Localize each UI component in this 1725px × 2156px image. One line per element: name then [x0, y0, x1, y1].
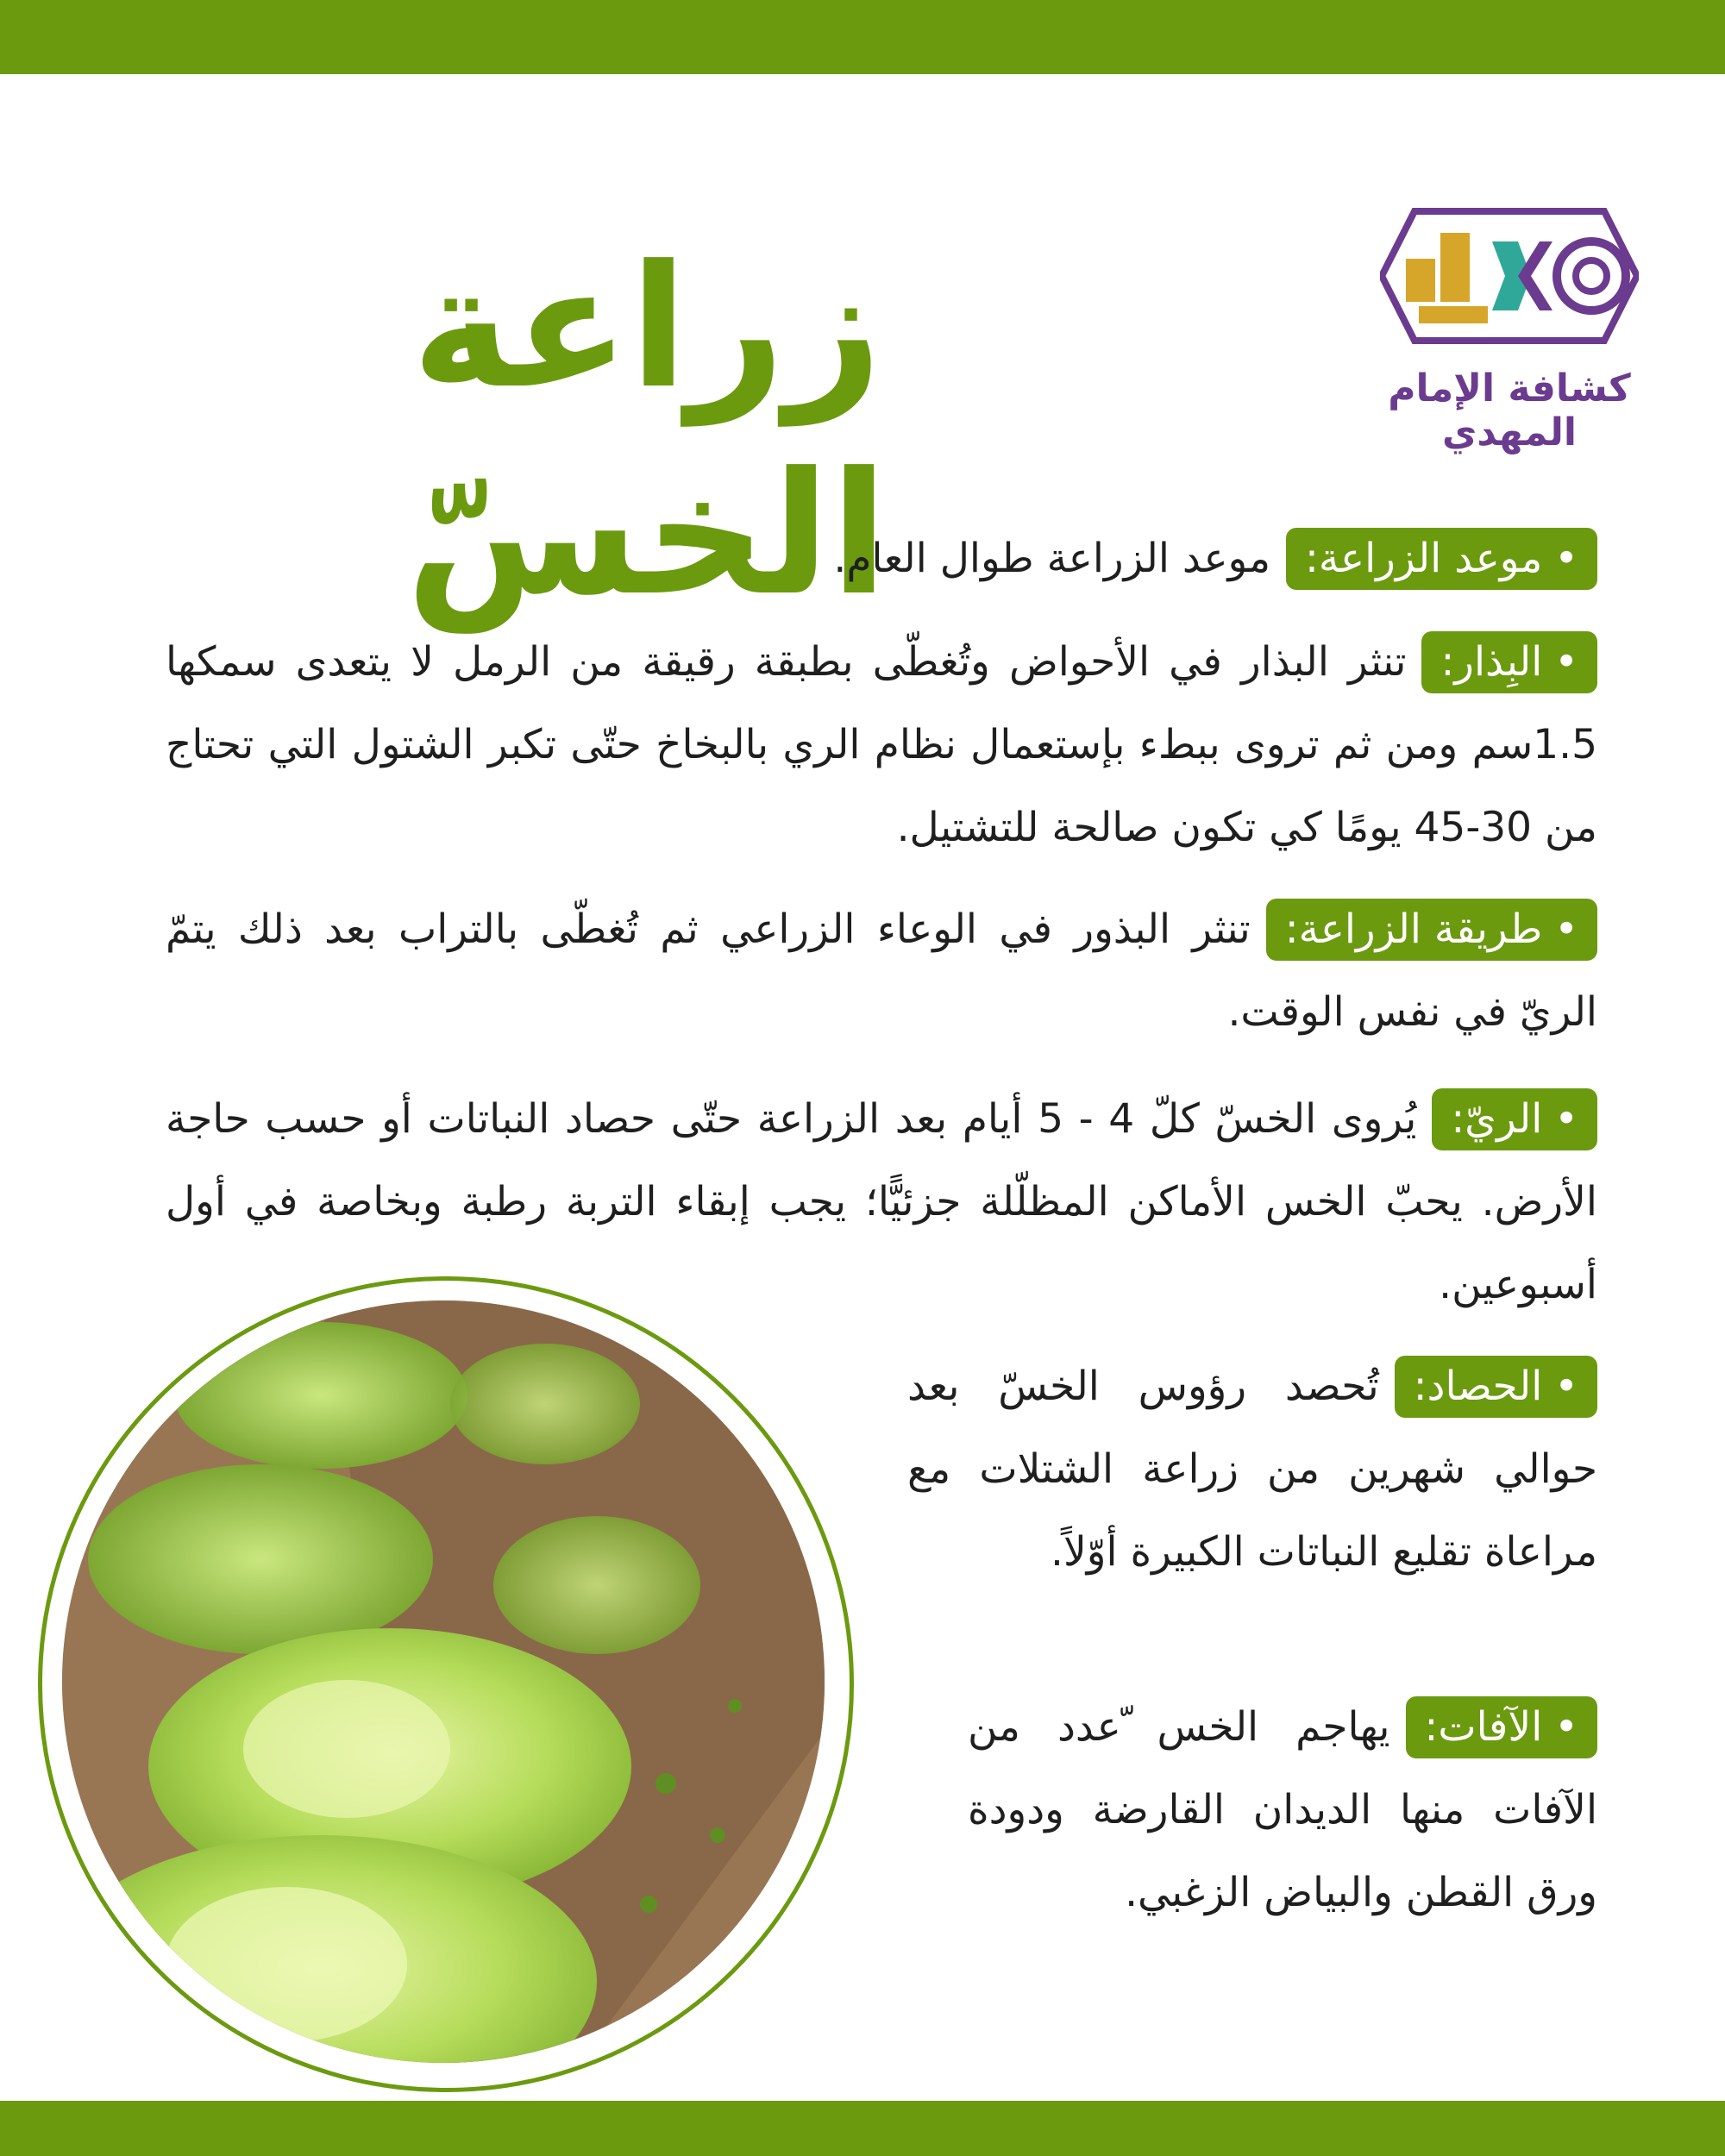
section-text: يهاجم الخس ّعدد من الآفات منها الديدان القارضة ودودة ورق القطن والبياض الزغبي. — [968, 1703, 1597, 1916]
section-seeds — [166, 621, 1597, 869]
section-label: •البِذار: — [1421, 631, 1597, 693]
page-title: زراعة الخسّ — [405, 229, 888, 633]
section-label: •الآفات: — [1406, 1696, 1597, 1758]
section-text: موعد الزراعة طوال العام. — [833, 535, 1270, 582]
top-bar — [0, 0, 1725, 74]
section-text: تنثر البذور في الوعاء الزراعي ثم تُغطّى بالتراب بعد ذلك يتمّ الريّ في نفس الوقت. — [166, 906, 1597, 1036]
section-text: تُحصد رؤوس الخسّ بعد حوالي شهرين من زراعة الشتلات مع مراعاة تقليع النباتات الكبيرة أوّلاً. — [907, 1363, 1597, 1576]
lettuce-photo-ring — [38, 1276, 854, 2092]
section-label: •الريّ: — [1432, 1088, 1597, 1150]
logo-text: كشافة الإمام المهدي — [1388, 367, 1631, 454]
logo — [1328, 207, 1690, 454]
logo-emblem-icon — [1380, 207, 1639, 345]
section-label: •موعد الزراعة: — [1286, 528, 1597, 590]
section-label: •طريقة الزراعة: — [1266, 899, 1597, 961]
bottom-bar — [0, 2101, 1725, 2156]
section-text: تنثر البذار في الأحواض وتُغطّى بطبقة رقيقة من الرمل لا يتعدى سمكها 1.5سم ومن ثم تروى ببطء بإستعمال نظام الري بالبخاخ حتّى تكبر الشتول التي تحتاج من 30-45 يومًا كي تكون صالحة للتشتيل. — [166, 638, 1597, 851]
section-planting-date — [166, 517, 1597, 600]
section-pests — [968, 1686, 1597, 1934]
section-harvest — [907, 1345, 1597, 1594]
section-text: يُروى الخسّ كلّ 4 - 5 أيام بعد الزراعة حتّى حصاد النباتات أو حسب حاجة الأرض. يحبّ الخس الأماكن المظلّلة جزئيًّا؛ يجب إبقاء التربة رطبة وبخاصة في أول أسبوعين. — [166, 1095, 1597, 1308]
section-label: •الحصاد: — [1395, 1356, 1597, 1418]
section-method — [166, 888, 1597, 1054]
